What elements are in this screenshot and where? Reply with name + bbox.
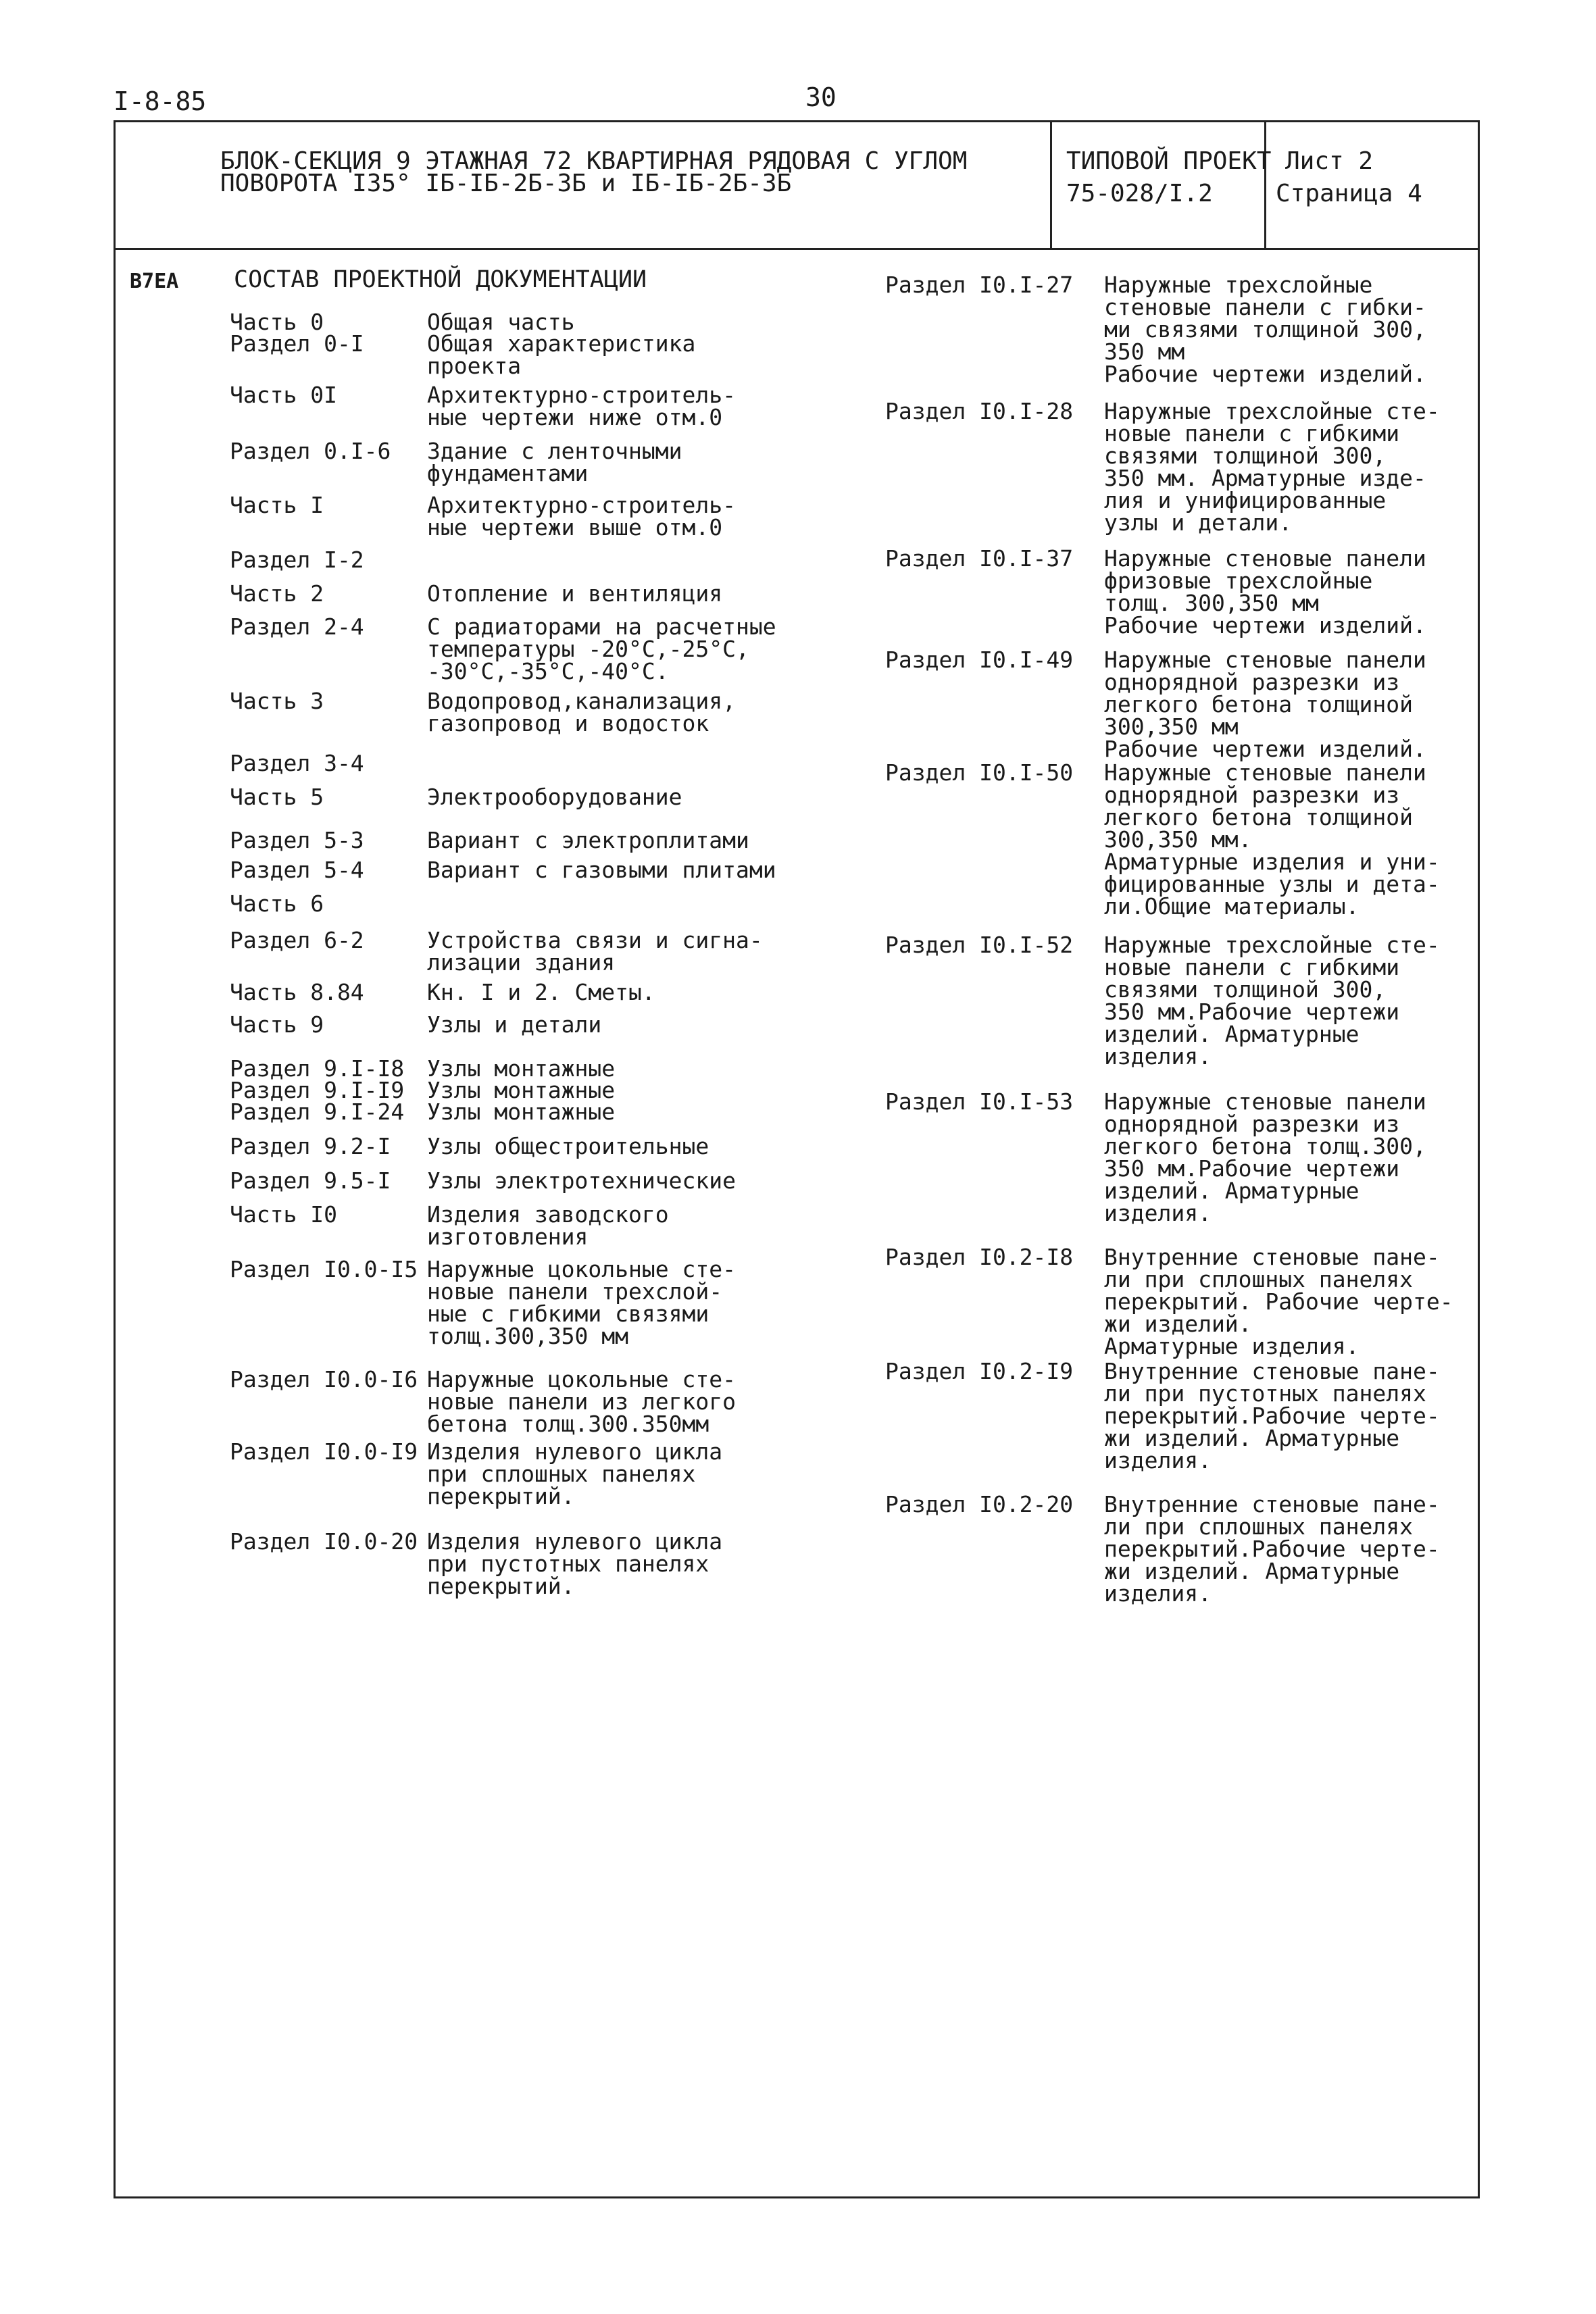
section-description: 350 мм — [1104, 338, 1185, 365]
section-code: Часть 6 — [230, 890, 324, 917]
section-description: Рабочие чертежи изделий. — [1104, 736, 1426, 762]
section-description: легкого бетона толщиной — [1104, 691, 1413, 718]
section-description: ми связями толщиной 300, — [1104, 316, 1426, 343]
section-description: Рабочие чертежи изделий. — [1104, 361, 1426, 387]
section-code: Раздел I0.2-I9 — [885, 1358, 1074, 1384]
section-code: Раздел 0-I — [230, 330, 364, 357]
section-code: Раздел I0.I-49 — [885, 647, 1074, 673]
section-description: новые панели с гибкими — [1104, 954, 1400, 980]
section-code: Раздел I0.0-20 — [230, 1528, 418, 1555]
section-description: лизации здания — [427, 949, 616, 976]
section-code: Раздел I0.I-50 — [885, 759, 1074, 786]
section-description: ли при сплошных панелях — [1104, 1513, 1413, 1540]
section-description: С радиаторами на расчетные — [427, 613, 776, 640]
section-description: Арматурные изделия. — [1104, 1333, 1360, 1359]
section-description: перекрытий.Рабочие черте- — [1104, 1536, 1440, 1562]
section-description: ные чертежи ниже отм.0 — [427, 404, 723, 430]
section-description: Здание с ленточными — [427, 438, 682, 464]
section-description: Наружные стеновые панели — [1104, 1088, 1426, 1115]
section-description: перекрытий. Рабочие черте- — [1104, 1288, 1453, 1315]
section-code: Раздел I0.2-I8 — [885, 1244, 1074, 1270]
section-code: Раздел 9.I-I9 — [230, 1077, 405, 1103]
section-description: Изделия нулевого цикла — [427, 1528, 723, 1555]
section-description: Узлы монтажные — [427, 1077, 616, 1103]
section-description: газопровод и водосток — [427, 710, 709, 736]
section-description: Общая характеристика — [427, 330, 696, 357]
section-description: Наружные стеновые панели — [1104, 647, 1426, 673]
section-description: Узлы общестроительные — [427, 1133, 709, 1159]
section-code: Раздел 2-4 — [230, 613, 364, 640]
section-description: узлы и детали. — [1104, 509, 1293, 536]
section-description: 300,350 мм — [1104, 713, 1239, 740]
section-description: однорядной разрезки из — [1104, 1111, 1400, 1137]
section-code: Раздел 5-4 — [230, 857, 364, 883]
section-description: Узлы и детали — [427, 1011, 602, 1038]
section-description: толщ.300,350 мм — [427, 1323, 629, 1349]
document-code: I-8-85 — [114, 86, 207, 116]
section-description: Узлы монтажные — [427, 1099, 616, 1125]
section-description: при сплошных панелях — [427, 1461, 696, 1487]
page-number: 30 — [805, 82, 837, 112]
section-description: Наружные стеновые панели — [1104, 545, 1426, 572]
section-description: ные чертежи выше отм.0 — [427, 514, 723, 540]
section-description: Арматурные изделия и уни- — [1104, 849, 1440, 875]
section-description: жи изделий. Арматурные — [1104, 1558, 1400, 1584]
section-description: Наружные трехслойные сте- — [1104, 932, 1440, 958]
section-description: однорядной разрезки из — [1104, 669, 1400, 695]
section-description: изделий. Арматурные — [1104, 1021, 1360, 1047]
section-description: ные с гибкими связями — [427, 1301, 709, 1327]
section-description: перекрытий. — [427, 1483, 575, 1509]
section-description: проекта — [427, 353, 522, 379]
section-description: -30°С,-35°С,-40°С. — [427, 658, 669, 684]
section-description: Изделия нулевого цикла — [427, 1438, 723, 1465]
section-code: Часть I — [230, 492, 324, 518]
section-description: жи изделий. Арматурные — [1104, 1425, 1400, 1451]
section-description: фицированные узлы и дета- — [1104, 871, 1440, 897]
title-line: БЛОК-СЕКЦИЯ 9 ЭТАЖНАЯ 72 КВАРТИРНАЯ РЯДОВАЯ С УГЛОМ — [220, 147, 968, 175]
section-description: ли при пустотных панелях — [1104, 1380, 1426, 1407]
section-description: Вариант с газовыми плитами — [427, 857, 776, 883]
section-description: ли.Общие материалы. — [1104, 893, 1360, 920]
section-description: Изделия заводского — [427, 1201, 669, 1228]
section-code: Раздел I0.I-27 — [885, 272, 1074, 298]
section-description: лия и унифицированные — [1104, 487, 1387, 513]
section-code: Раздел 9.I-I8 — [230, 1055, 405, 1082]
section-description: изделия. — [1104, 1580, 1212, 1607]
section-description: связями толщиной 300, — [1104, 443, 1387, 469]
section-description: Внутренние стеновые пане- — [1104, 1358, 1440, 1384]
project-number: 75-028/I.2 — [1066, 180, 1213, 207]
section-description: Кн. I и 2. Сметы. — [427, 979, 655, 1005]
section-code: Раздел 5-3 — [230, 827, 364, 853]
section-description: ли при сплошных панелях — [1104, 1266, 1413, 1292]
section-description: Вариант с электроплитами — [427, 827, 749, 853]
section-description: Архитектурно-строитель- — [427, 382, 736, 408]
section-description: 300,350 мм. — [1104, 826, 1252, 853]
section-code: Часть 0 — [230, 309, 324, 335]
section-code: Раздел I0.0-I9 — [230, 1438, 418, 1465]
section-description: 350 мм.Рабочие чертежи — [1104, 999, 1400, 1025]
side-marker: В7ЕА — [130, 270, 179, 293]
section-description: Внутренние стеновые пане- — [1104, 1244, 1440, 1270]
sheet-number: Лист 2 — [1285, 147, 1374, 175]
section-description: Наружные трехслойные — [1104, 272, 1373, 298]
section-code: Раздел I0.I-28 — [885, 398, 1074, 424]
section-description: изготовления — [427, 1224, 589, 1250]
section-code: Раздел 9.I-24 — [230, 1099, 405, 1125]
header-divider — [114, 248, 1480, 250]
section-description: изделия. — [1104, 1043, 1212, 1070]
header-separator — [1264, 120, 1266, 248]
section-description: изделия. — [1104, 1200, 1212, 1226]
section-description: жи изделий. — [1104, 1311, 1252, 1337]
section-code: Раздел I0.I-53 — [885, 1088, 1074, 1115]
section-description: Архитектурно-строитель- — [427, 492, 736, 518]
section-description: Наружные цокольные сте- — [427, 1366, 736, 1392]
section-description: изделий. Арматурные — [1104, 1178, 1360, 1204]
section-code: Раздел I0.0-I6 — [230, 1366, 418, 1392]
section-description: перекрытий. — [427, 1573, 575, 1599]
section-description: толщ. 300,350 мм — [1104, 590, 1319, 616]
section-description: перекрытий.Рабочие черте- — [1104, 1403, 1440, 1429]
section-description: Общая часть — [427, 309, 575, 335]
composition-title: СОСТАВ ПРОЕКТНОЙ ДОКУМЕНТАЦИИ — [234, 266, 647, 293]
section-code: Раздел I-2 — [230, 547, 364, 573]
title-line: ПОВОРОТА I35° IБ-IБ-2Б-3Б и IБ-IБ-2Б-3Б — [220, 170, 792, 197]
section-description: однорядной разрезки из — [1104, 782, 1400, 808]
section-code: Раздел 9.2-I — [230, 1133, 391, 1159]
section-code: Раздел 9.5-I — [230, 1167, 391, 1194]
section-description: Рабочие чертежи изделий. — [1104, 612, 1426, 638]
section-description: фризовые трехслойные — [1104, 568, 1373, 594]
section-description: Водопровод,канализация, — [427, 688, 736, 714]
section-code: Часть 2 — [230, 580, 324, 607]
section-code: Раздел I0.0-I5 — [230, 1256, 418, 1282]
section-description: 350 мм. Арматурные изде- — [1104, 465, 1426, 491]
section-description: Внутренние стеновые пане- — [1104, 1491, 1440, 1517]
section-description: легкого бетона толщ.300, — [1104, 1133, 1426, 1159]
section-description: Отопление и вентиляция — [427, 580, 723, 607]
section-code: Раздел I0.2-20 — [885, 1491, 1074, 1517]
section-code: Раздел 0.I-6 — [230, 438, 391, 464]
section-description: новые панели трехслой- — [427, 1278, 723, 1305]
section-description: температуры -20°С,-25°С, — [427, 636, 749, 662]
section-description: стеновые панели с гибки- — [1104, 294, 1426, 320]
section-description: Наружные цокольные сте- — [427, 1256, 736, 1282]
section-description: бетона толщ.300.350мм — [427, 1411, 709, 1437]
section-description: фундаментами — [427, 460, 589, 486]
section-description: Электрооборудование — [427, 784, 682, 810]
section-code: Раздел 3-4 — [230, 750, 364, 776]
page-label: Страница 4 — [1276, 180, 1422, 207]
section-description: новые панели из легкого — [427, 1388, 736, 1415]
section-code: Часть I0 — [230, 1201, 337, 1228]
section-description: Узлы монтажные — [427, 1055, 616, 1082]
section-code: Раздел I0.I-52 — [885, 932, 1074, 958]
section-code: Раздел I0.I-37 — [885, 545, 1074, 572]
section-code: Часть 8.84 — [230, 979, 364, 1005]
section-description: связями толщиной 300, — [1104, 976, 1387, 1003]
section-code: Часть 5 — [230, 784, 324, 810]
section-description: легкого бетона толщиной — [1104, 804, 1413, 830]
section-code: Часть 0I — [230, 382, 337, 408]
section-code: Раздел 6-2 — [230, 927, 364, 953]
header-separator — [1050, 120, 1052, 248]
section-description: Наружные трехслойные сте- — [1104, 398, 1440, 424]
section-code: Часть 3 — [230, 688, 324, 714]
section-description: при пустотных панелях — [427, 1551, 709, 1577]
section-description: изделия. — [1104, 1447, 1212, 1474]
section-code: Часть 9 — [230, 1011, 324, 1038]
section-description: Наружные стеновые панели — [1104, 759, 1426, 786]
section-description: Устройства связи и сигна- — [427, 927, 763, 953]
section-description: 350 мм.Рабочие чертежи — [1104, 1155, 1400, 1182]
section-description: новые панели с гибкими — [1104, 420, 1400, 447]
section-description: Узлы электротехнические — [427, 1167, 736, 1194]
project-label: ТИПОВОЙ ПРОЕКТ — [1066, 147, 1272, 175]
